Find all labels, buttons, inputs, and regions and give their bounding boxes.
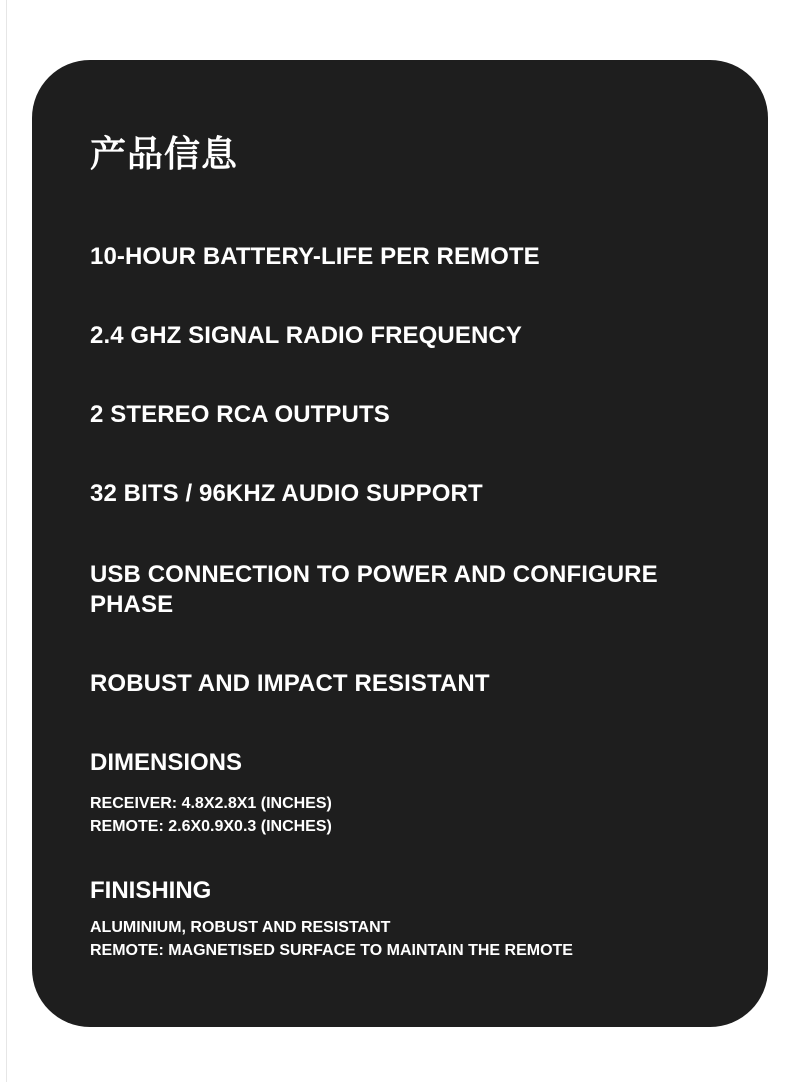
dimensions-receiver: RECEIVER: 4.8X2.8X1 (INCHES) <box>90 795 332 812</box>
feature-rca-outputs: 2 STEREO RCA OUTPUTS <box>90 401 390 428</box>
dimensions-remote: REMOTE: 2.6X0.9X0.3 (INCHES) <box>90 818 332 835</box>
feature-radio-frequency: 2.4 GHZ SIGNAL RADIO FREQUENCY <box>90 322 522 349</box>
dimensions-title: DIMENSIONS <box>90 749 243 776</box>
feature-audio-support: 32 BITS / 96KHZ AUDIO SUPPORT <box>90 480 483 507</box>
finishing-title: FINISHING <box>90 877 212 904</box>
product-info-card <box>32 60 768 1027</box>
page-edge-divider <box>6 0 7 1082</box>
finishing-list <box>90 916 573 962</box>
dimensions-list <box>90 792 332 838</box>
feature-robust: ROBUST AND IMPACT RESISTANT <box>90 670 490 697</box>
feature-battery-life: 10-HOUR BATTERY-LIFE PER REMOTE <box>90 243 540 270</box>
feature-usb-connection: USB CONNECTION TO POWER AND CONFIGURE PHASE <box>90 561 658 618</box>
product-info-heading: 产品信息 <box>90 133 239 174</box>
finishing-material: ALUMINIUM, ROBUST AND RESISTANT <box>90 919 391 936</box>
finishing-remote-surface: REMOTE: MAGNETISED SURFACE TO MAINTAIN THE REMOTE <box>90 942 573 959</box>
